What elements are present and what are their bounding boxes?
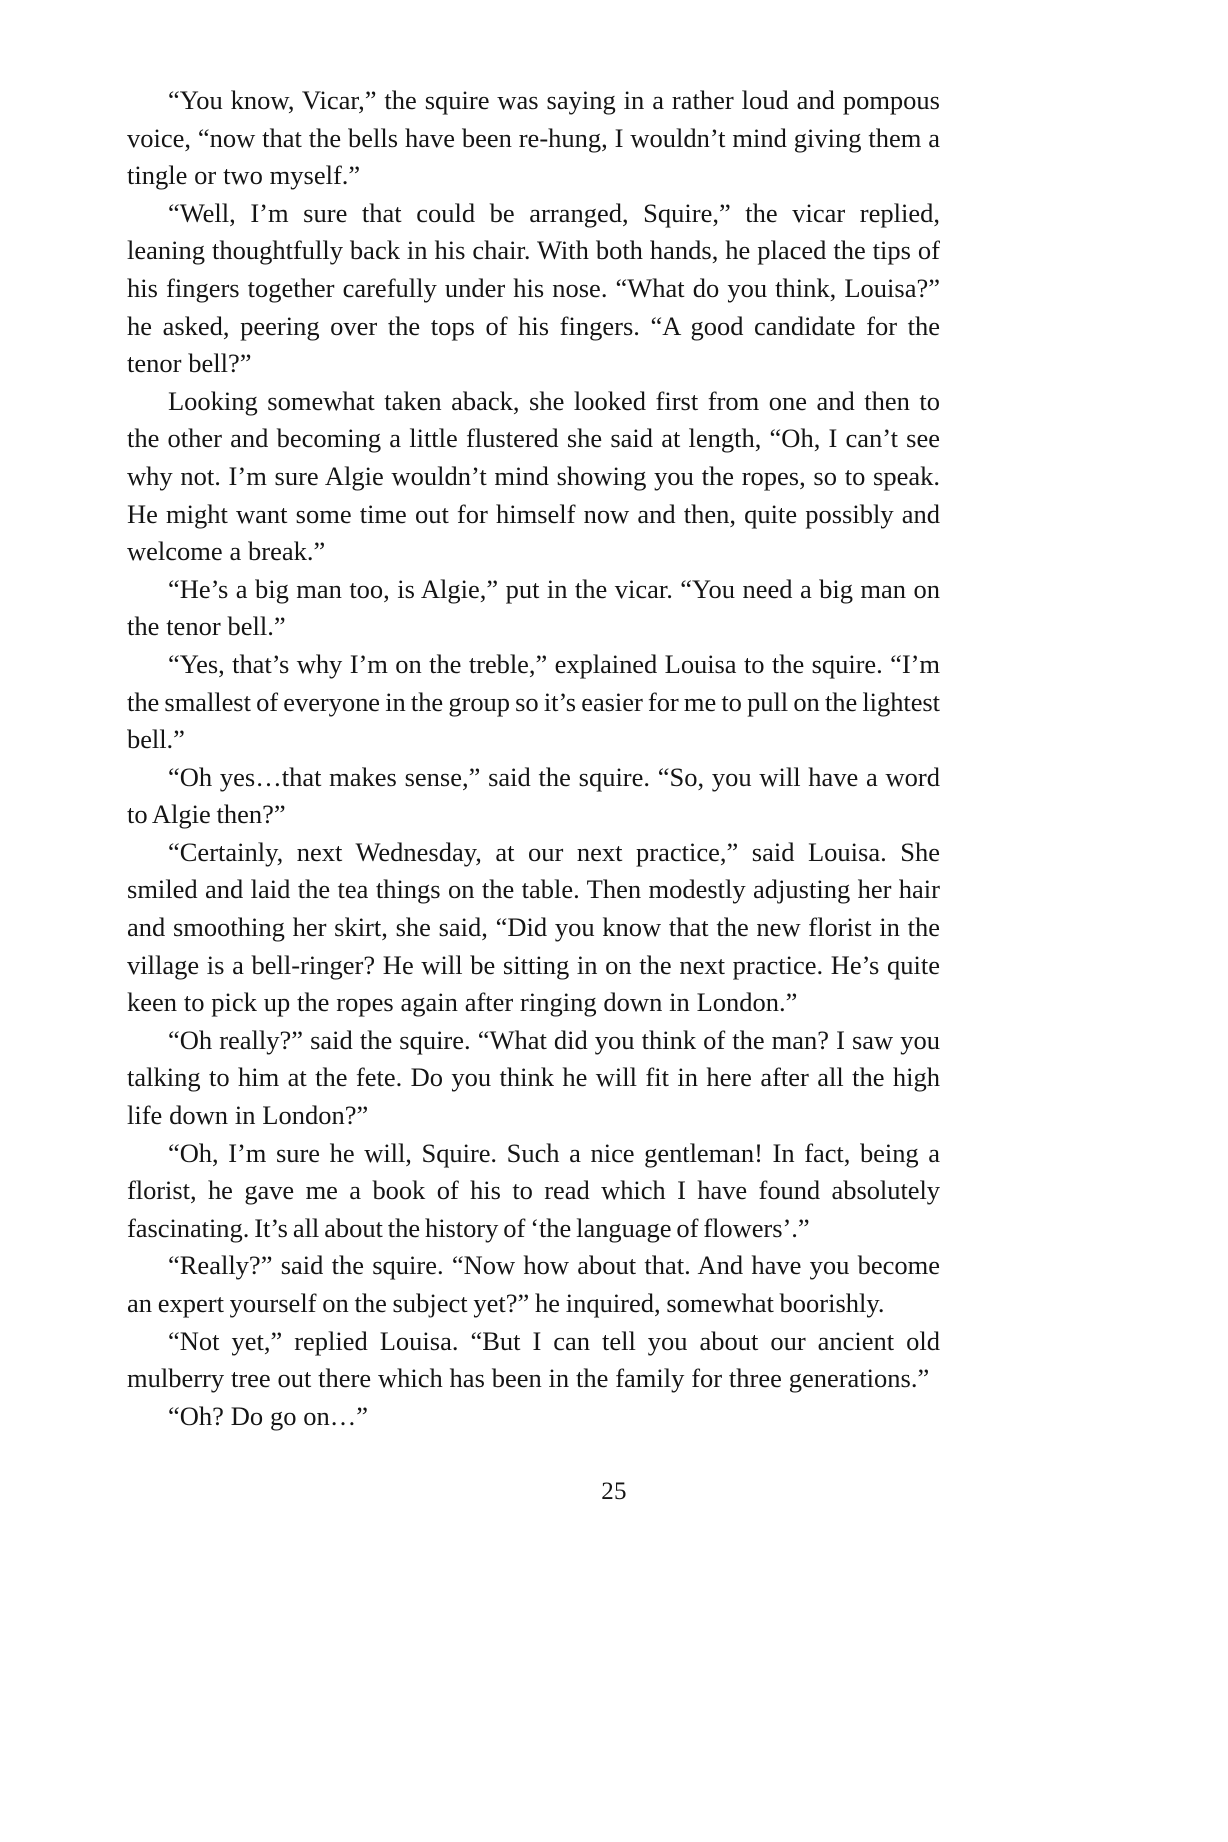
paragraph: “Oh, I’m sure he will, Squire. Such a nice gentleman! In fact, being a florist, he gave me a book of his to read which I have found absolutely fascinating. It’s all about the history of ‘the language of flowers’.” [127,1137,940,1243]
page-body-text [127,82,940,1435]
paragraph: “Oh yes…that makes sense,” said the squire. “So, you will have a word to Algie then?” [127,761,940,830]
paragraph: “Not yet,” replied Louisa. “But I can tell you about our ancient old mulberry tree out there which has been in the family for three generations.” [127,1325,940,1394]
paragraph: “Really?” said the squire. “Now how about that. And have you become an expert yourself on the subject yet?” he inquired, somewhat boorishly. [127,1250,940,1318]
paragraph: “Oh really?” said the squire. “What did you think of the man? I saw you talking to him at the fete. Do you think he will fit in here after all the high life down in London?” [127,1024,940,1131]
paragraph: “Oh? Do go on…” [168,1400,369,1431]
paragraph: “Well, I’m sure that could be arranged, Squire,” the vicar replied, leaning thoughtfully back in his chair. With both hands, he placed the tips of his fingers together carefully under his nose. “What do you think, Louisa?” he asked, peering over the tops of his fingers. “A good candidate for the tenor bell?” [127,197,940,379]
paragraph: Looking somewhat taken aback, she looked first from one and then to the other and becoming a little flustered she said at length, “Oh, I can’t see why not. I’m sure Algie wouldn’t mind showing you the ropes, so to speak. He might want some time out for himself now and then, quite possibly and welcome a break.” [127,385,940,567]
paragraph: “Yes, that’s why I’m on the treble,” explained Louisa to the squire. “I’m the smallest of everyone in the group so it’s easier for me to pull on the lightest bell.” [127,648,940,755]
paragraph: “You know, Vicar,” the squire was saying in a rather loud and pompous voice, “now that the bells have been re-hung, I wouldn’t mind giving them a tingle or two myself.” [127,85,940,191]
paragraph: “Certainly, next Wednesday, at our next practice,” said Louisa. She smiled and laid the tea things on the table. Then modestly adjusting her hair and smoothing her skirt, she said, “Did you know that the new florist in the village is a bell-ringer? He will be sitting in on the next practice. He’s quite keen to pick up the ropes again after ringing down in London.” [127,836,940,1018]
page-number: 25 [601,1478,627,1505]
paragraph: “He’s a big man too, is Algie,” put in the vicar. “You need a big man on the tenor bell.” [127,573,940,642]
